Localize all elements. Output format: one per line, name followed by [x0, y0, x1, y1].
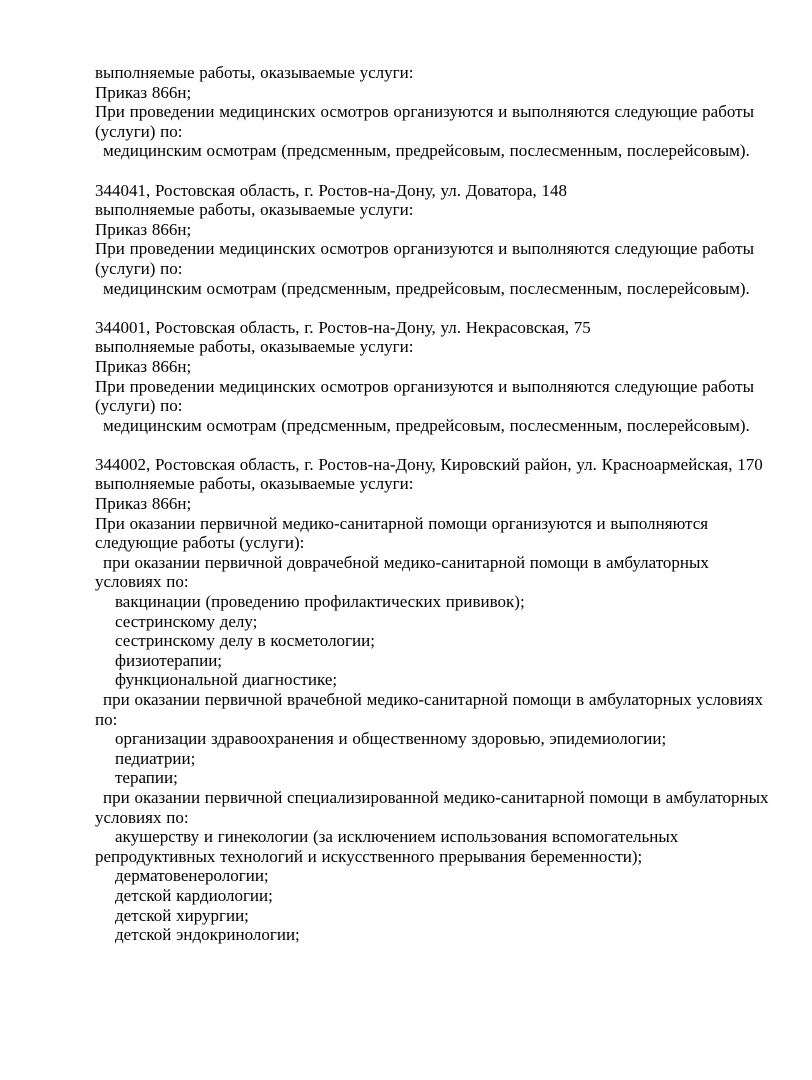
- order-line: Приказ 866н;: [95, 82, 192, 102]
- order-line: Приказ 866н;: [95, 356, 192, 376]
- service-item: детской кардиологии;: [115, 885, 273, 905]
- service-item: детской эндокринологии;: [115, 925, 300, 945]
- address-line: 344041, Ростовская область, г. Ростов-на-Дону, ул. Доватора, 148: [95, 180, 568, 200]
- text-line: При оказании первичной медико-санитарной помощи организуются и выполняются следующие работы (услуги):: [95, 513, 709, 553]
- care-type-line: при оказании первичной врачебной медико-санитарной помощи в амбулаторных условиях по:: [95, 690, 763, 729]
- service-item: дерматовенерологии;: [115, 866, 269, 886]
- service-item: терапии;: [115, 768, 178, 788]
- service-item: детской хирургии;: [115, 905, 249, 925]
- address-line: 344002, Ростовская область, г. Ростов-на-Дону, Кировский район, ул. Красноармейская, 170: [95, 454, 763, 474]
- text-line: При проведении медицинских осмотров организуются и выполняются следующие работы (услуги) по:: [95, 102, 754, 141]
- address-line: 344001, Ростовская область, г. Ростов-на-Дону, ул. Некрасовская, 75: [95, 317, 591, 337]
- care-type-line: при оказании первичной доврачебной медико-санитарной помощи в амбулаторных условиях по:: [95, 552, 709, 592]
- service-item: сестринскому делу;: [115, 611, 258, 631]
- service-item: сестринскому делу в косметологии;: [115, 631, 375, 651]
- care-type-line: при оказании первичной специализированной медико-санитарной помощи в амбулаторных условиях по:: [95, 787, 769, 827]
- text-line: выполняемые работы, оказываемые услуги:: [95, 63, 414, 82]
- service-item: физиотерапии;: [115, 650, 223, 670]
- service-item: организации здравоохранения и общественному здоровью, эпидемиологии;: [115, 729, 667, 749]
- section: [95, 181, 773, 299]
- text-line: При проведении медицинских осмотров организуются и выполняются следующие работы (услуги) по:: [95, 239, 754, 278]
- text-line: выполняемые работы, оказываемые услуги:: [95, 337, 414, 357]
- blank-line: [95, 435, 773, 455]
- text-line: выполняемые работы, оказываемые услуги:: [95, 474, 414, 494]
- service-item: функциональной диагностике;: [115, 670, 338, 690]
- service-item: медицинским осмотрам (предсменным, предрейсовым, послесменным, послерейсовым).: [103, 141, 750, 161]
- document-text: [95, 63, 773, 945]
- service-item: педиатрии;: [115, 748, 196, 768]
- text-line: При проведении медицинских осмотров организуются и выполняются следующие работы (услуги) по:: [95, 376, 754, 416]
- service-item: акушерству и гинекологии (за исключением использования вспомогательных репродуктивных технологий и искусственного прерывания беременности);: [95, 827, 679, 866]
- section: [95, 63, 773, 161]
- service-item: медицинским осмотрам (предсменным, предрейсовым, послесменным, послерейсовым).: [103, 415, 750, 435]
- service-item: медицинским осмотрам (предсменным, предрейсовым, послесменным, послерейсовым).: [103, 278, 750, 298]
- blank-line: [95, 298, 773, 318]
- section: [95, 318, 773, 436]
- section: [95, 455, 773, 945]
- order-line: Приказ 866н;: [95, 219, 192, 239]
- service-item: вакцинации (проведению профилактических прививок);: [115, 592, 525, 612]
- text-line: выполняемые работы, оказываемые услуги:: [95, 200, 414, 220]
- blank-line: [95, 161, 773, 181]
- order-line: Приказ 866н;: [95, 494, 192, 514]
